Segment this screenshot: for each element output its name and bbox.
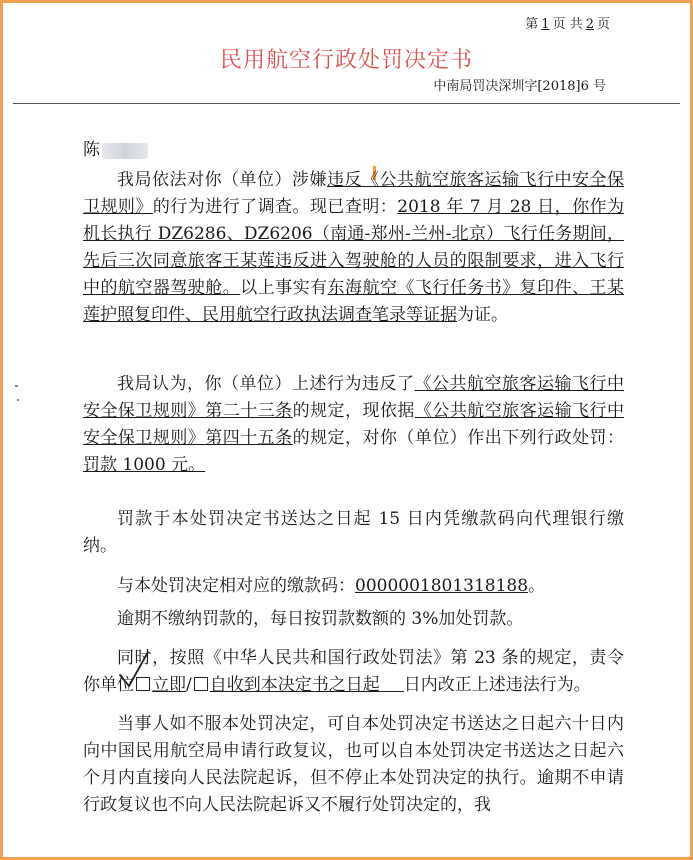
page-current: 1 (541, 17, 550, 32)
document-number: 中南局罚决深圳字[2018]6 号 (433, 79, 606, 94)
paragraph-correction-order: 同时，按照《中华人民共和国行政处罚法》第 23 条的规定，责令你单位 立即/ 自收到本决定书之日起 日内改正上述违法行为。 (83, 648, 624, 695)
violated-article: 《公共航空旅客运输飞行中安全保卫规则》第二十三条 (83, 374, 624, 421)
option-immediately: 立即 (152, 675, 186, 695)
scan-speck (15, 385, 18, 387)
paragraph-investigation: 我局依法对你（单位）涉嫌违反《公共航空旅客运输飞行中安全保卫规则》的行为进行了调查。现已查明：2018 年 7 月 28 日，你作为机长执行 DZ6286、DZ6206（南通-郑州-兰州-北京）飞行任务期间，先后三次同意旅客王某莲违反进入驾驶舱的人员的限制要求，进入飞行中的航空器驾驶舱。以上事实有东海航空《飞行任务书》复印件、王某莲护照复印件、民用航空行政执法调查笔录等证据为证。 (83, 170, 625, 325)
paragraph-payment-code: 与本处罚决定相对应的缴款码：0000001801318188。 (117, 576, 546, 596)
facts-found: 2018 年 7 月 28 日，你作为机长执行 DZ6286、DZ6206（南通-郑州-兰州-北京）飞行任务期间，先后三次同意旅客王某莲违反进入驾驶舱的人员的限制要求，进入飞行中的航空器驾驶舱。 (83, 197, 625, 298)
scan-speck (17, 399, 19, 401)
penalty-amount: 罚款 1000 元。 (83, 455, 206, 475)
page-number: 第 1 页 共 2 页 (525, 17, 610, 32)
days-blank (380, 677, 404, 692)
basis-article: 《公共航空旅客运输飞行中安全保卫规则》第四十五条 (83, 401, 625, 448)
addressee-name: 陈 (83, 140, 100, 160)
redacted-name-block (102, 143, 148, 159)
handwritten-checkmark-icon (115, 649, 155, 689)
header-divider (13, 103, 680, 104)
paragraph-decision: 我局认为，你（单位）上述行为违反了《公共航空旅客运输飞行中安全保卫规则》第二十三条的规定，现依据《公共航空旅客运输飞行中安全保卫规则》第四十五条的规定，对你（单位）作出下列行政处罚：罚款 1000 元。 (83, 374, 625, 475)
paragraph-appeal: 当事人如不服本处罚决定，可自本处罚决定书送达之日起六十日内向中国民用航空局申请行政复议，也可以自本处罚决定书送达之日起六个月内直接向人民法院起诉，但不停止本处罚决定的执行。逾期不申请行政复议也不向人民法院起诉又不履行处罚决定的，我 (83, 714, 624, 815)
paragraph-late-fee: 逾期不缴纳罚款的，每日按罚款数额的 3%加处罚款。 (117, 609, 524, 629)
payment-code: 0000001801318188 (355, 576, 529, 596)
option-within-days: 自收到本决定书之日起 (209, 675, 380, 695)
document-title: 民用航空行政处罚决定书 (219, 48, 473, 73)
addressee (83, 135, 148, 160)
checkbox-within-days (194, 677, 208, 691)
paragraph-payment: 罚款于本处罚决定书送达之日起 15 日内凭缴款码向代理银行缴纳。 (83, 509, 624, 556)
violation-regulation: 违反《公共航空旅客运输飞行中安全保卫规则》 (83, 170, 624, 217)
evidence-list: 东海航空《飞行任务书》复印件、王某莲护照复印件、民用航空行政执法调查笔录等证据 (83, 278, 625, 325)
page-total: 2 (585, 17, 594, 32)
